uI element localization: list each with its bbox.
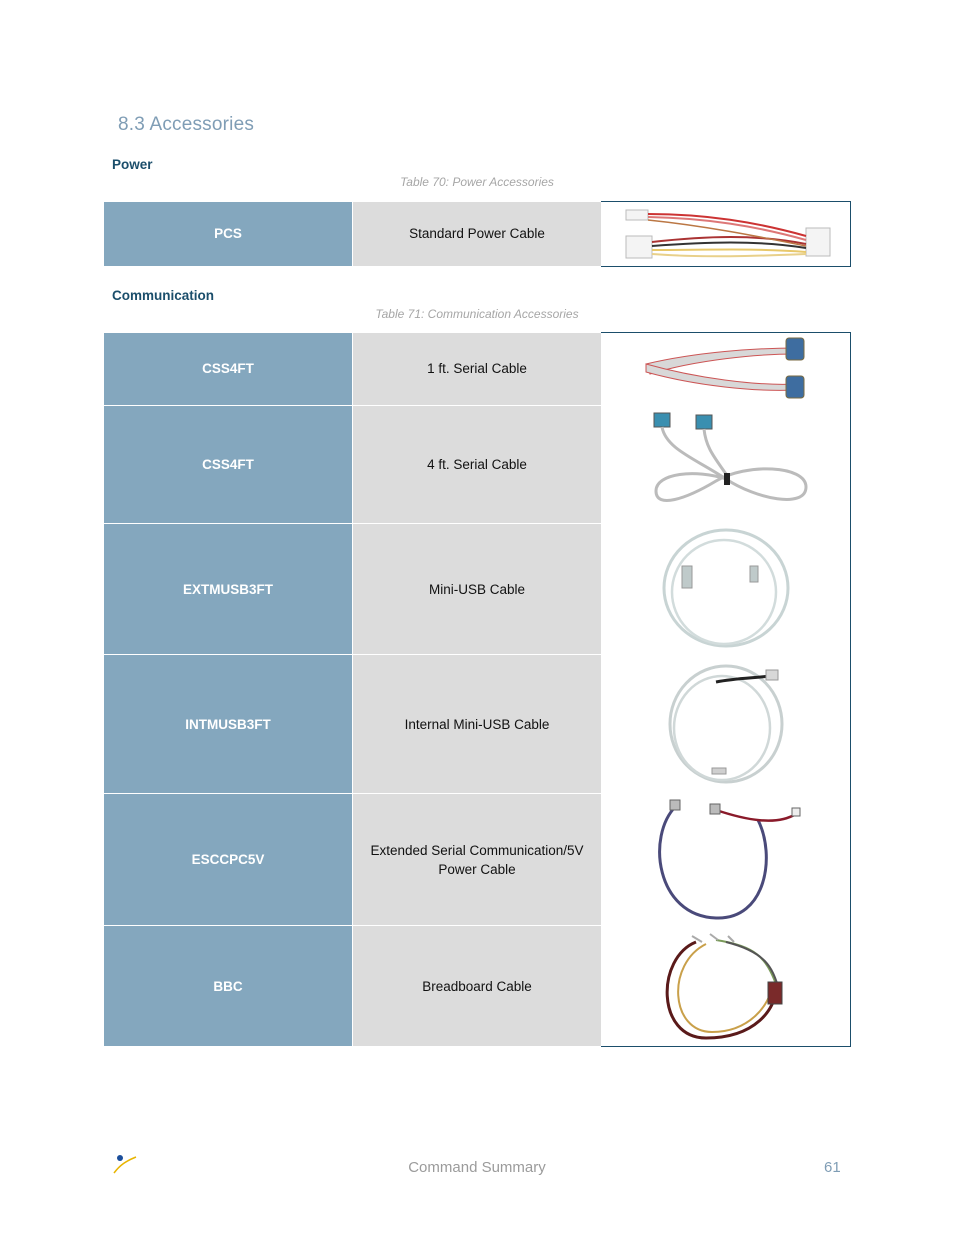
table-row (104, 524, 851, 655)
section-title: 8.3 Accessories (118, 114, 255, 135)
communication-accessories-table (104, 332, 851, 1047)
serial-cable-image-drawing (636, 409, 816, 521)
serial-cable-image (601, 406, 851, 524)
wire-loop-image-drawing (646, 796, 806, 924)
usb-cable-image (601, 524, 851, 655)
table-row (104, 333, 851, 406)
wire-loop-image (601, 794, 851, 926)
usb-cable-image (601, 655, 851, 794)
table-row (104, 202, 851, 267)
table-row (104, 926, 851, 1047)
accessory-code: CSS4FT (104, 333, 353, 406)
serial-cable-image (601, 333, 851, 406)
communication-heading: Communication (112, 288, 215, 303)
power-cable-image (601, 202, 851, 267)
breadboard-cable-image (601, 926, 851, 1047)
breadboard-cable-image-drawing (646, 928, 806, 1044)
usb-cable-image-drawing (646, 658, 806, 790)
communication-table-caption: Table 71: Communication Accessories (375, 307, 579, 321)
accessory-description: 1 ft. Serial Cable (353, 333, 602, 406)
page-number: 61 (824, 1159, 841, 1176)
power-heading: Power (112, 157, 153, 172)
footer-title: Command Summary (408, 1159, 546, 1176)
accessory-description: Mini-USB Cable (353, 524, 602, 655)
table-row (104, 655, 851, 794)
accessory-code: BBC (104, 926, 353, 1047)
accessory-code: ESCCPC5V (104, 794, 353, 926)
accessory-code: PCS (104, 202, 353, 267)
accessory-description: Internal Mini-USB Cable (353, 655, 602, 794)
accessory-description: Extended Serial Communication/5V Power Cable (353, 794, 602, 926)
table-row (104, 794, 851, 926)
serial-cable-image-drawing (636, 334, 816, 404)
accessory-description: Breadboard Cable (353, 926, 602, 1047)
usb-cable-image-drawing (646, 526, 806, 652)
accessory-description: Standard Power Cable (353, 202, 602, 267)
table-row (104, 406, 851, 524)
accessory-description: 4 ft. Serial Cable (353, 406, 602, 524)
power-table-caption: Table 70: Power Accessories (400, 175, 554, 189)
power-cable-image-drawing (616, 206, 836, 262)
accessory-code: CSS4FT (104, 406, 353, 524)
accessory-code: INTMUSB3FT (104, 655, 353, 794)
power-accessories-table (104, 201, 851, 267)
accessory-code: EXTMUSB3FT (104, 524, 353, 655)
